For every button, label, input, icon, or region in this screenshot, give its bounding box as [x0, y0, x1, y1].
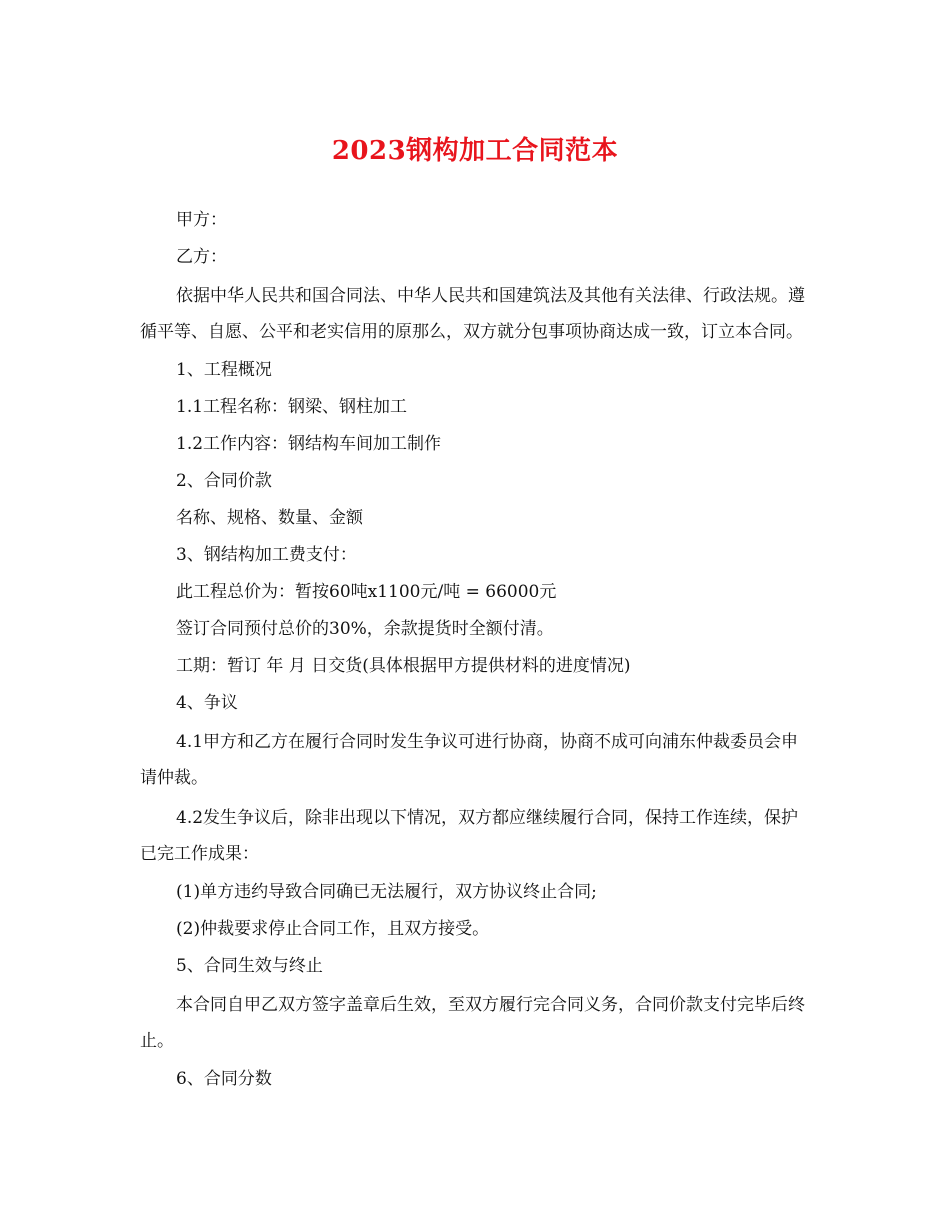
clause-line: 工期：暂订 年 月 日交货(具体根据甲方提供材料的进度情况): [176, 656, 631, 676]
clause-line: (1)单方违约导致合同确已无法履行，双方协议终止合同;: [176, 882, 597, 902]
document-body: [140, 204, 810, 1100]
clause-paragraph: 4.1甲方和乙方在履行合同时发生争议可进行协商，协商不成可向浦东仲裁委员会申请仲裁。: [140, 732, 799, 788]
section-heading: 4、争议: [176, 693, 238, 713]
section-heading: 5、合同生效与终止: [176, 956, 323, 976]
document-title: 2023钢构加工合同范本: [331, 136, 619, 166]
clause-line: 此工程总价为：暂按60吨x1100元/吨 = 66000元: [176, 582, 557, 602]
preamble-paragraph: 依据中华人民共和国合同法、中华人民共和国建筑法及其他有关法律、行政法规。遵循平等、自愿、公平和老实信用的原那么，双方就分包事项协商达成一致，订立本合同。: [140, 286, 805, 342]
section-heading: 3、钢结构加工费支付：: [176, 545, 357, 565]
clause-paragraph: 本合同自甲乙双方签字盖章后生效，至双方履行完合同义务，合同价款支付完毕后终止。: [140, 995, 805, 1051]
section-heading: 2、合同价款: [176, 471, 272, 491]
clause-line: 签订合同预付总价的30%，余款提货时全额付清。: [176, 619, 554, 639]
clause-line: 1.2工作内容：钢结构车间加工制作: [176, 434, 442, 454]
clause-line: (2)仲裁要求停止合同工作，且双方接受。: [176, 919, 490, 939]
party-a-line: 甲方：: [176, 210, 227, 230]
clause-line: 名称、规格、数量、金额: [176, 508, 363, 528]
party-b-line: 乙方：: [176, 247, 227, 267]
section-heading: 6、合同分数: [176, 1069, 272, 1089]
section-heading: 1、工程概况: [176, 360, 272, 380]
clause-line: 1.1工程名称：钢梁、钢柱加工: [176, 397, 408, 417]
clause-paragraph: 4.2发生争议后，除非出现以下情况，双方都应继续履行合同，保持工作连续，保护已完工作成果：: [140, 808, 799, 864]
